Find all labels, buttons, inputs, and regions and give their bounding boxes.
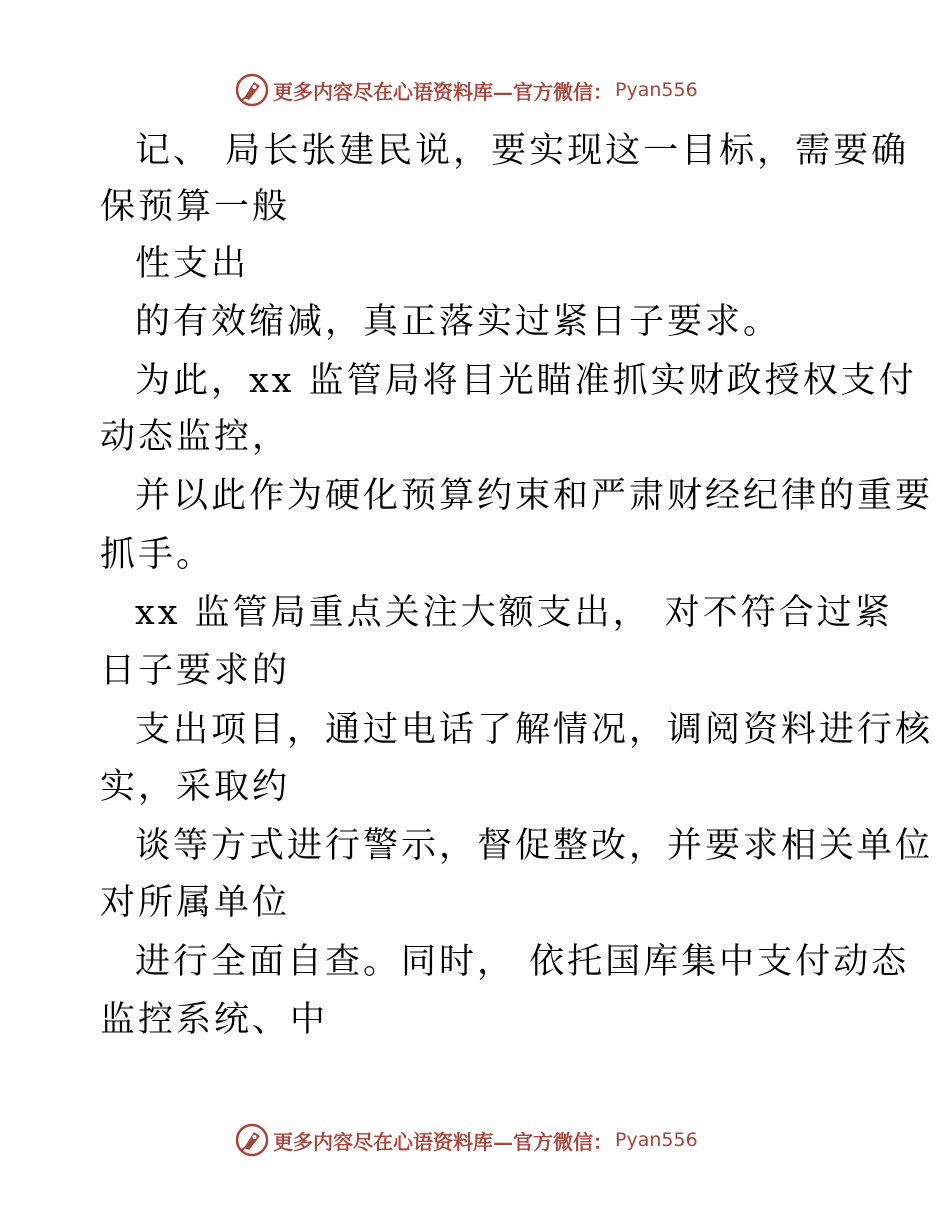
text-line: 进行全面自查。同时， 依托国库集中支付动态 xyxy=(135,942,910,982)
watermark-wechat-id: Pyan556 xyxy=(615,79,698,101)
text-line: 的有效缩减，真正落实过紧日子要求。 xyxy=(135,302,782,342)
pen-nib-logo-icon xyxy=(235,1123,269,1157)
text-line: 日子要求的 xyxy=(100,651,291,691)
text-line: xx 监管局重点关注大额支出， 对不符合过紧 xyxy=(135,593,893,633)
watermark-wechat-id: Pyan556 xyxy=(615,1129,698,1151)
text-line: 为此，xx 监管局将目光瞄准抓实财政授权支付 xyxy=(135,361,917,401)
text-line: 支出项目，通过电话了解情况，调阅资料进行核 xyxy=(135,710,934,750)
watermark-text: 更多内容尽在心语资料库—官方微信： xyxy=(273,1129,613,1154)
footer-watermark xyxy=(235,1123,698,1157)
text-line: 性支出 xyxy=(135,244,250,284)
text-line: 谈等方式进行警示，督促整改，并要求相关单位 xyxy=(135,826,934,866)
text-line: 记、 局长张建民说，要实现这一目标，需要确 xyxy=(135,131,910,171)
text-line: 并以此作为硬化预算约束和严肃财经纪律的重要 xyxy=(135,476,934,516)
watermark-text: 更多内容尽在心语资料库—官方微信： xyxy=(273,79,613,104)
text-line: 抓手。 xyxy=(100,535,215,575)
text-line: 动态监控， xyxy=(100,417,291,457)
text-line: 监控系统、中 xyxy=(100,1000,329,1040)
text-line: 对所属单位 xyxy=(100,883,291,923)
text-line: 保预算一般 xyxy=(100,187,291,227)
text-line: 实，采取约 xyxy=(100,767,291,807)
